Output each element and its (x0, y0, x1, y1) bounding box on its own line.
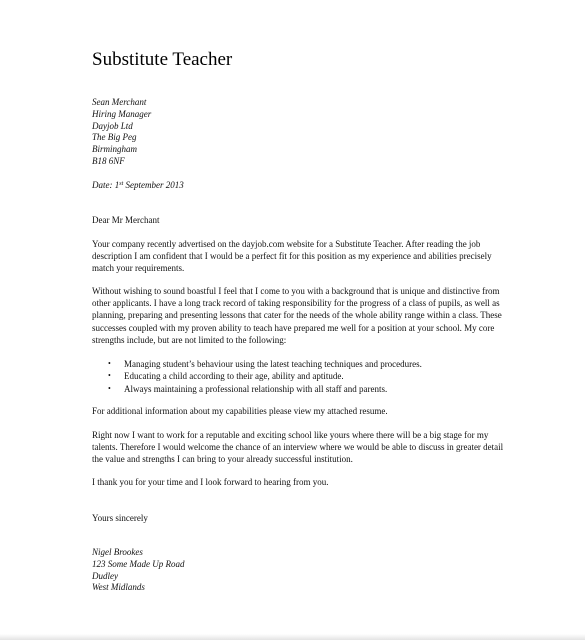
date-rest: September 2013 (123, 180, 184, 190)
page-bottom-edge (0, 634, 585, 640)
bullet-icon: • (108, 359, 111, 368)
paragraph-additional-info: For additional information about my capabilities please view my attached resume. (92, 406, 388, 416)
recipient-name: Sean Merchant (92, 97, 147, 107)
paragraph-interview: Right now I want to work for a reputable and exciting school like yours where there will be a big stage for my talents. Therefore I would welcome the chance of an interview where we would be able to discuss in greater detail the value and strengths I can bring to your already successful institution. (92, 430, 504, 465)
recipient-postcode: B18 6NF (92, 155, 125, 166)
closing: Yours sincerely (92, 513, 148, 523)
recipient-address (92, 97, 151, 168)
document-title: Substitute Teacher (92, 49, 233, 70)
paragraph-intro: Your company recently advertised on the dayjob.com website for a Substitute Teacher. After reading the job description I am confident that I would be a perfect fit for this position as my experience and abilities precisely match your requirements. (92, 239, 492, 274)
list-item (108, 370, 422, 382)
strengths-list (108, 358, 422, 395)
list-item (108, 358, 422, 370)
date-prefix: Date: 1 (92, 180, 120, 190)
sender-name: Nigel Brookes (92, 547, 143, 557)
recipient-position: Hiring Manager (92, 108, 152, 119)
bullet-icon: • (108, 371, 111, 381)
paragraph-thanks: I thank you for your time and I look forward to hearing from you. (92, 477, 329, 487)
list-item (108, 383, 422, 395)
sender-region: West Midlands (92, 582, 145, 593)
list-item-text: Managing student’s behaviour using the latest teaching techniques and procedures. (124, 359, 422, 369)
list-item-text: Always maintaining a professional relationship with all staff and parents. (124, 383, 388, 394)
sender-street: 123 Some Made Up Road (92, 558, 185, 569)
paragraph-background: Without wishing to sound boastful I feel that I come to you with a background that is unique and distinctive from other applicants. I have a long track record of taking responsibility for the progress of a class of pupils, as well as planning, preparing and presenting lessons that cater for the needs of the whole ability range within a class. These successes coupled with my proven ability to teach have prepared me well for a position at your school. My core strengths include, but are not limited to the following: (92, 286, 502, 345)
letter-date (92, 180, 184, 191)
recipient-city: Birmingham (92, 144, 137, 155)
sender-town: Dudley (92, 570, 118, 581)
date-ordinal: st (119, 181, 124, 187)
sender-address (92, 547, 184, 594)
recipient-company: Dayjob Ltd (92, 120, 133, 131)
bullet-icon: • (108, 383, 111, 393)
list-item-text: Educating a child according to their age, ability and aptitude. (124, 371, 344, 382)
recipient-street: The Big Peg (92, 132, 137, 143)
salutation: Dear Mr Merchant (92, 215, 160, 225)
